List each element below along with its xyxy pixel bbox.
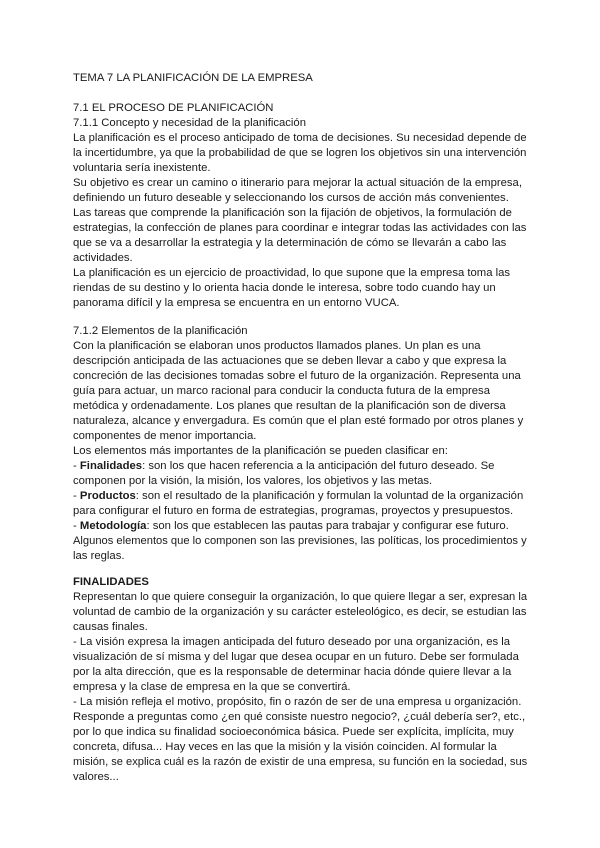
paragraph-line: que se va a desarrollar la estrategia y la determinación de cómo se llevarán a cabo las <box>73 237 507 249</box>
paragraph-line: para configurar el futuro en forma de estrategias, programas, proyectos y presupuestos. <box>73 505 514 517</box>
subsection-heading: 7.1.2 Elementos de la planificación <box>73 325 248 337</box>
paragraph-line: visualización de sí misma y del lugar que desea ocupar en un futuro. Debe ser formulada <box>73 651 519 663</box>
list-text: : son el resultado de la planificación y formulan la voluntad de la organización <box>135 490 524 502</box>
paragraph-line: actividades. <box>73 252 133 264</box>
paragraph-line: estrategias, la confección de planes para coordinar e integrar todas las actividades con las <box>73 222 527 234</box>
list-item-productos <box>73 489 523 504</box>
paragraph-line: Con la planificación se elaboran unos productos llamados planes. Un plan es una <box>73 340 481 352</box>
section-heading: 7.1 EL PROCESO DE PLANIFICACIÓN <box>73 102 274 114</box>
paragraph-line: misión, se explica cuál es la razón de existir de una empresa, su función en la sociedad, sus <box>73 756 528 768</box>
paragraph-line: empresa y la clase de empresa en la que se convertirá. <box>73 681 351 693</box>
paragraph-line: componen por la visión, la misión, los valores, los objetivos y las metas. <box>73 475 433 487</box>
finalidades-heading: FINALIDADES <box>73 576 149 588</box>
paragraph-line: concreta, difusa... Hay veces en las que la misión y la visión coinciden. Al formular la <box>73 741 497 753</box>
paragraph-line: Los elementos más importantes de la planificación se pueden clasificar en: <box>73 445 448 457</box>
list-text: : son los que establecen las pautas para trabajar y configurar ese futuro. <box>146 520 509 532</box>
list-text: : son los que hacen referencia a la anticipación del futuro deseado. Se <box>142 460 495 472</box>
paragraph-line: Algunos elementos que lo componen son las previsiones, las políticas, los procedimientos y <box>73 535 527 547</box>
paragraph-line: por lo que indica su finalidad socioeconómica básica. Puede ser explícita, implícita, muy <box>73 726 514 738</box>
paragraph-line: - La visión expresa la imagen anticipada del futuro deseado por una organización, es la <box>73 636 511 648</box>
list-item-metodologia <box>73 519 509 534</box>
list-bullet: - <box>73 520 80 532</box>
subsection-heading: 7.1.1 Concepto y necesidad de la planificación <box>73 117 306 129</box>
paragraph-line: guía para actuar, un marco racional para conducir la conducta futura de la empresa <box>73 385 490 397</box>
paragraph-line: la incertidumbre, ya que la probabilidad de que se logren los objetivos sin una intervención <box>73 147 527 159</box>
document-title: TEMA 7 LA PLANIFICACIÓN DE LA EMPRESA <box>73 72 313 84</box>
list-bullet: - <box>73 460 80 472</box>
paragraph-line: concreción de las decisiones tomadas sobre el futuro de la organización. Representa una <box>73 370 521 382</box>
paragraph-line: riendas de su destino y lo orienta hacia donde le interesa, sobre todo cuando hay un <box>73 282 496 294</box>
paragraph-line: valores... <box>73 771 119 783</box>
paragraph-line: causas finales. <box>73 621 148 633</box>
list-term: Metodología <box>79 520 147 532</box>
paragraph-line: panorama difícil y la empresa se encuentra en un entorno VUCA. <box>73 297 400 309</box>
paragraph-line: definiendo un futuro deseable y seleccionando los cursos de acción más convenientes. <box>73 192 509 204</box>
paragraph-line: Responde a preguntas como ¿en qué consiste nuestro negocio?, ¿cuál debería ser?, etc., <box>73 711 526 723</box>
paragraph-line: las reglas. <box>73 550 125 562</box>
paragraph-line: La planificación es un ejercicio de proactividad, lo que supone que la empresa toma las <box>73 267 511 279</box>
paragraph-line: voluntad de cambio de la organización y su carácter esteleológico, es decir, se estudian las <box>73 606 527 618</box>
list-term: Productos <box>79 490 136 502</box>
list-item-finalidades <box>73 459 494 474</box>
paragraph-line: por la alta dirección, que es la responsable de determinar hacia dónde quiere llevar a la <box>73 666 512 678</box>
paragraph-line: La planificación es el proceso anticipado de toma de decisiones. Su necesidad depende de <box>73 132 527 144</box>
paragraph-line: Representan lo que quiere conseguir la organización, lo que quiere llegar a ser, expresan la <box>73 591 528 603</box>
paragraph-line: descripción anticipada de las actuaciones que se deben llevar a cabo y que expresa la <box>73 355 507 367</box>
paragraph-line: Las tareas que comprende la planificación son la fijación de objetivos, la formulación de <box>73 207 512 219</box>
paragraph-line: metódica y ordenadamente. Los planes que resultan de la planificación son de diversa <box>73 400 506 412</box>
paragraph-line: componentes de menor importancia. <box>73 430 257 442</box>
list-bullet: - <box>73 490 80 502</box>
paragraph-line: naturaleza, alcance y envergadura. Es común que el plan esté formado por otros planes y <box>73 415 524 427</box>
paragraph-line: voluntaria sería inexistente. <box>73 162 211 174</box>
paragraph-line: Su objetivo es crear un camino o itinerario para mejorar la actual situación de la empresa, <box>73 177 522 189</box>
list-term: Finalidades <box>79 460 143 472</box>
paragraph-line: - La misión refleja el motivo, propósito, fin o razón de ser de una empresa u organización. <box>73 696 522 708</box>
